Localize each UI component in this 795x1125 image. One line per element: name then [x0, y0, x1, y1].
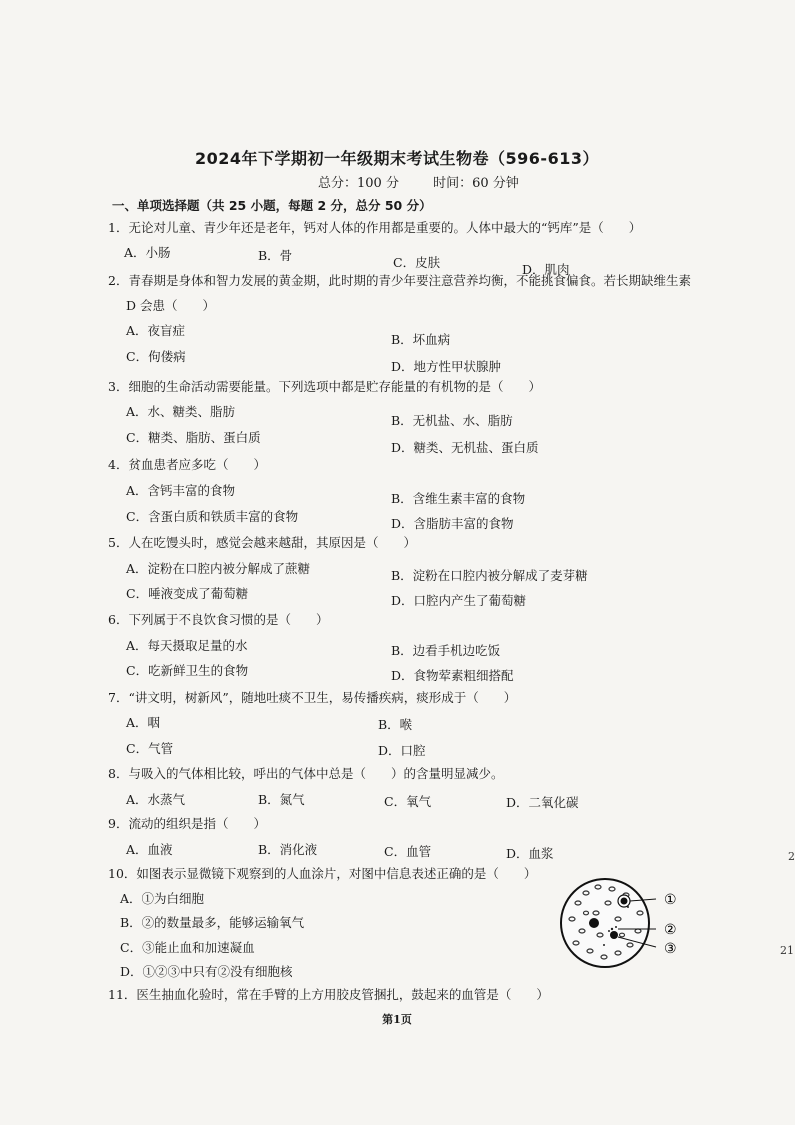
label-2: ②: [664, 922, 677, 938]
question-3: 3．细胞的生命活动需要能量。下列选项中都是贮存能量的有机物的是（ ）: [108, 379, 541, 394]
q8-option-c: C．氧气: [384, 794, 432, 809]
q4-option-a: A．含钙丰富的食物: [126, 483, 236, 498]
smear-field: [561, 879, 649, 967]
q10-option-d: D．①②③中只有②没有细胞核: [120, 964, 293, 979]
question-2: 2．青春期是身体和智力发展的黄金期，此时期的青少年要注意营养均衡，不能挑食偏食。若长期缺维生素: [108, 273, 691, 288]
q9-option-b: B．消化液: [258, 842, 318, 857]
edge-mark-1: 2: [788, 850, 795, 863]
q3-option-b: B．无机盐、水、脂肪: [391, 413, 513, 428]
question-2-cont: D 会患（ ）: [126, 298, 215, 313]
blood-smear-diagram: [560, 873, 690, 973]
q10-option-a: A．①为白细胞: [120, 891, 205, 906]
q2-option-d: D．地方性甲状腺肿: [391, 359, 502, 374]
question-1: 1．无论对儿童、青少年还是老年，钙对人体的作用都是重要的。人体中最大的“钙库”是（ ）: [108, 220, 642, 235]
q9-option-a: A．血液: [126, 842, 173, 857]
question-5: 5．人在吃馒头时，感觉会越来越甜，其原因是（ ）: [108, 535, 416, 550]
q10-option-b: B．②的数量最多，能够运输氧气: [120, 915, 305, 930]
q7-option-d: D．口腔: [378, 743, 426, 758]
q7-option-b: B．喉: [378, 717, 413, 732]
q2-option-b: B．坏血病: [391, 332, 451, 347]
q4-option-d: D．含脂肪丰富的食物: [391, 516, 514, 531]
q6-option-b: B．边看手机边吃饭: [391, 643, 501, 658]
q3-option-c: C．糖类、脂肪、蛋白质: [126, 430, 261, 445]
page-title: 2024年下学期初一年级期末考试生物卷（596-613）: [195, 149, 599, 168]
q6-option-c: C．吃新鲜卫生的食物: [126, 663, 249, 678]
label-1: ①: [664, 892, 677, 908]
q7-option-c: C．气管: [126, 741, 174, 756]
q1-option-b: B．骨: [258, 248, 293, 263]
q5-option-d: D．口腔内产生了葡萄糖: [391, 593, 527, 608]
section-heading: 一、单项选择题（共 25 小题，每题 2 分，总分 50 分）: [112, 198, 432, 213]
question-8: 8．与吸入的气体相比较，呼出的气体中总是（ ）的含量明显减少。: [108, 766, 504, 781]
q5-option-c: C．唾液变成了葡萄糖: [126, 586, 249, 601]
q2-option-c: C．佝偻病: [126, 349, 186, 364]
q6-option-a: A．每天摄取足量的水: [126, 638, 248, 653]
q9-option-d: D．血浆: [506, 846, 554, 861]
q5-option-b: B．淀粉在口腔内被分解成了麦芽糖: [391, 568, 588, 583]
q4-option-b: B．含维生素丰富的食物: [391, 491, 526, 506]
q4-option-c: C．含蛋白质和铁质丰富的食物: [126, 509, 299, 524]
q8-option-d: D．二氧化碳: [506, 795, 579, 810]
q1-option-a: A．小肠: [124, 245, 171, 260]
edge-mark-2: 21: [780, 944, 794, 957]
question-11: 11．医生抽血化验时，常在手臂的上方用胶皮管捆扎，鼓起来的血管是（ ）: [108, 987, 549, 1002]
q9-option-c: C．血管: [384, 844, 432, 859]
exam-meta: [318, 172, 549, 191]
q3-option-d: D．糖类、无机盐、蛋白质: [391, 440, 539, 455]
q1-option-c: C．皮肤: [393, 255, 441, 270]
q8-option-b: B．氮气: [258, 792, 305, 807]
question-4: 4．贫血患者应多吃（ ）: [108, 457, 266, 472]
page-number: 第1页: [382, 1013, 412, 1026]
question-10: 10．如图表示显微镜下观察到的人血涂片，对图中信息表述正确的是（ ）: [108, 866, 537, 881]
q10-option-c: C．③能止血和加速凝血: [120, 940, 255, 955]
q3-option-a: A．水、糖类、脂肪: [126, 404, 236, 419]
q2-option-a: A．夜盲症: [126, 323, 186, 338]
question-7: 7．“讲文明，树新风”，随地吐痰不卫生，易传播疾病，痰形成于（ ）: [108, 690, 517, 705]
q1-option-d: D．肌肉: [522, 262, 570, 277]
q6-option-d: D．食物荤素粗细搭配: [391, 668, 514, 683]
question-6: 6．下列属于不良饮食习惯的是（ ）: [108, 612, 329, 627]
q5-option-a: A．淀粉在口腔内被分解成了蔗糖: [126, 561, 311, 576]
total-score: 总分：100 分: [318, 176, 399, 191]
q7-option-a: A．咽: [126, 715, 161, 730]
exam-time: 时间：60 分钟: [433, 176, 519, 191]
q8-option-a: A．水蒸气: [126, 792, 186, 807]
question-9: 9．流动的组织是指（ ）: [108, 816, 266, 831]
label-3: ③: [664, 941, 677, 957]
